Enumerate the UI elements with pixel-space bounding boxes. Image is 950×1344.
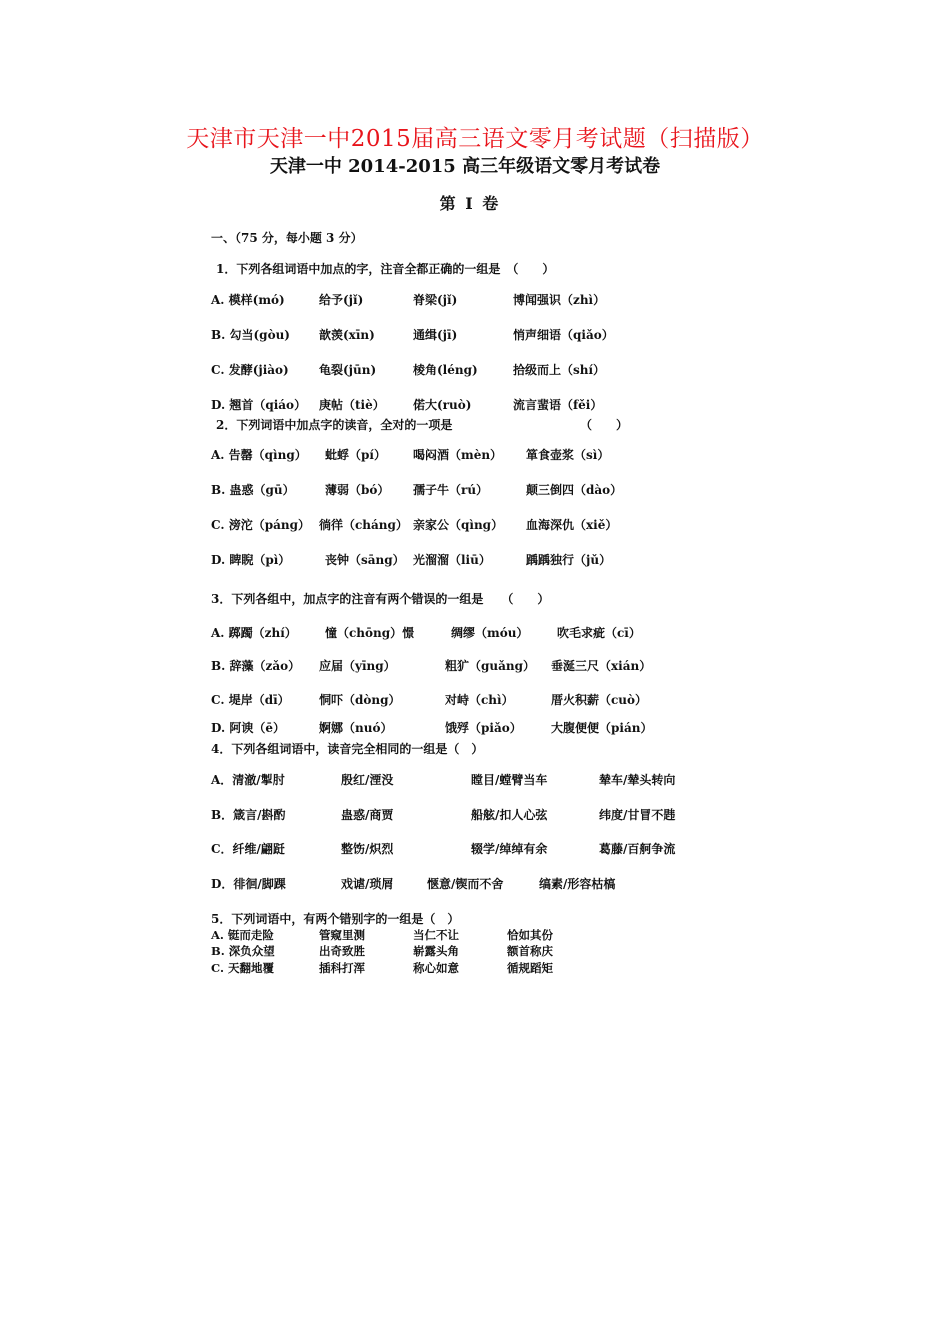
q3-option-a-4: 吹毛求疵（cī）: [557, 626, 641, 640]
q2-option-b-1: B. 蛊惑（gū）: [211, 483, 295, 497]
q1-option-c-2: 龟裂(jūn): [319, 363, 377, 377]
question-4-stem: 4．下列各组词语中，读音完全相同的一组是（ ）: [211, 742, 484, 756]
q3-option-a-1: A. 踯躅（zhí）: [211, 626, 297, 640]
q3-option-d-3: 饿殍（piǎo）: [445, 721, 522, 735]
q5-option-a-3: 当仁不让: [413, 928, 459, 942]
q4-option-d-1: D．徘徊/脚踝: [211, 877, 286, 891]
q4-option-b-4: 纬度/甘冒不韪: [599, 808, 676, 822]
q1-option-a-2: 给予(jǐ): [319, 293, 364, 307]
volume-heading: 第 I 卷: [439, 194, 501, 213]
q2-option-a-2: 蚍蜉（pí）: [325, 448, 386, 462]
q5-option-c-3: 称心如意: [413, 961, 459, 975]
q2-option-d-1: D. 睥睨（pì）: [211, 553, 291, 567]
question-5-stem: 5．下列词语中，有两个错别字的一组是（ ）: [211, 912, 460, 926]
q4-option-b-2: 蛊惑/商贾: [341, 808, 394, 822]
q4-option-d-2: 戏谑/琐屑: [341, 877, 394, 891]
q3-option-c-1: C. 堤岸（dī）: [211, 693, 290, 707]
q3-option-d-2: 婀娜（nuó）: [319, 721, 393, 735]
q5-option-a-1: A. 铤而走险: [211, 928, 274, 942]
q5-option-b-2: 出奇致胜: [319, 944, 365, 958]
q4-option-b-1: B．箴言/斟酌: [211, 808, 286, 822]
q2-option-a-4: 箪食壶浆（sì）: [526, 448, 610, 462]
q4-option-c-4: 葛藤/百舸争流: [599, 842, 676, 856]
q3-option-b-3: 粗犷（guǎng）: [445, 659, 536, 673]
question-1-stem: 1．下列各组词语中加点的字，注音全都正确的一组是 （ ）: [216, 262, 555, 276]
q1-option-d-3: 偌大(ruò): [413, 398, 472, 412]
q3-option-b-4: 垂涎三尺（xián）: [551, 659, 652, 673]
q5-option-a-2: 管窥里测: [319, 928, 365, 942]
q1-option-c-3: 棱角(léng): [413, 363, 478, 377]
q2-option-d-2: 丧钟（sāng）: [325, 553, 405, 567]
question-3-stem: 3．下列各组中，加点字的注音有两个错误的一组是 （ ）: [211, 592, 550, 606]
q4-option-a-4: 辇车/辇头转向: [599, 773, 676, 787]
q1-option-d-2: 庚帖（tiè）: [319, 398, 385, 412]
q5-option-c-2: 插科打浑: [319, 961, 365, 975]
q1-option-a-3: 脊梁(jǐ): [413, 293, 458, 307]
q4-option-c-1: C．纤维/翩跹: [211, 842, 285, 856]
q3-option-b-1: B. 辞藻（zǎo）: [211, 659, 301, 673]
question-2-stem: 2．下列词语中加点字的读音，全对的一项是: [216, 418, 453, 432]
q1-option-a-1: A. 模样(mó): [211, 293, 285, 307]
q3-option-a-3: 绸缪（móu）: [451, 626, 529, 640]
q2-option-b-3: 孺子牛（rú）: [413, 483, 489, 497]
q1-option-c-4: 拾级而上（shí）: [513, 363, 606, 377]
q2-option-d-3: 光溜溜（liū）: [413, 553, 491, 567]
document-title: 天津市天津一中2015届高三语文零月考试题（扫描版）: [186, 126, 764, 152]
q2-option-c-3: 亲家公（qìnɡ）: [413, 518, 504, 532]
q1-option-b-1: B. 勾当(gòu): [211, 328, 290, 342]
exam-subtitle: 天津一中 2014-2015 高三年级语文零月考试卷: [269, 156, 661, 177]
q1-option-b-3: 通缉(jī): [413, 328, 458, 342]
section-heading: 一、（75 分，每小题 3 分）: [211, 231, 363, 245]
q2-option-b-4: 颠三倒四（dào）: [526, 483, 623, 497]
q1-option-c-1: C. 发酵(jiào): [211, 363, 289, 377]
q4-option-b-3: 船舷/扣人心弦: [471, 808, 548, 822]
q4-option-c-3: 辍学/绰绰有余: [471, 842, 548, 856]
q1-option-d-1: D. 翘首（qiáo）: [211, 398, 307, 412]
q3-option-b-2: 应届（yīng）: [319, 659, 396, 673]
q2-option-d-4: 踽踽独行（jǔ）: [526, 553, 612, 567]
question-2-answer-paren: （ ）: [580, 418, 629, 432]
q5-option-b-1: B. 深负众望: [211, 944, 275, 958]
q5-option-a-4: 恰如其份: [507, 928, 553, 942]
q1-option-d-4: 流言蜚语（fěi）: [513, 398, 603, 412]
q3-option-d-1: D. 阿谀（ē）: [211, 721, 285, 735]
q3-option-d-4: 大腹便便（pián）: [551, 721, 653, 735]
q3-option-c-3: 对峙（chì）: [445, 693, 514, 707]
q4-option-d-3: 惬意/锲而不舍: [427, 877, 504, 891]
q5-option-c-1: C. 天翻地覆: [211, 961, 274, 975]
q4-option-a-3: 瞠目/螳臂当车: [471, 773, 548, 787]
q2-option-a-1: A. 告罄（qìng）: [211, 448, 307, 462]
q1-option-a-4: 博闻强识（zhì）: [513, 293, 606, 307]
q2-option-c-2: 徜徉（chánɡ）: [319, 518, 408, 532]
q4-option-a-1: A．清澈/掣肘: [211, 773, 285, 787]
q2-option-c-4: 血海深仇（xiě）: [526, 518, 618, 532]
q5-option-c-4: 循规蹈矩: [507, 961, 553, 975]
q2-option-a-3: 喝闷酒（mèn）: [413, 448, 503, 462]
q1-option-b-4: 悄声细语（qiǎo）: [513, 328, 614, 342]
q2-option-b-2: 薄弱（bó）: [325, 483, 390, 497]
q3-option-a-2: 憧（chōng）憬: [325, 626, 415, 640]
q2-option-c-1: C. 滂沱（pánɡ）: [211, 518, 310, 532]
q1-option-b-2: 歆羡(xīn): [319, 328, 375, 342]
q4-option-c-2: 整饬/炽烈: [341, 842, 394, 856]
q3-option-c-4: 厝火积薪（cuò）: [551, 693, 648, 707]
q5-option-b-3: 崭露头角: [413, 944, 459, 958]
q5-option-b-4: 额首称庆: [507, 944, 553, 958]
q3-option-c-2: 恫吓（dòng）: [319, 693, 401, 707]
q4-option-d-4: 缟素/形容枯槁: [539, 877, 616, 891]
q4-option-a-2: 殷红/湮没: [341, 773, 394, 787]
